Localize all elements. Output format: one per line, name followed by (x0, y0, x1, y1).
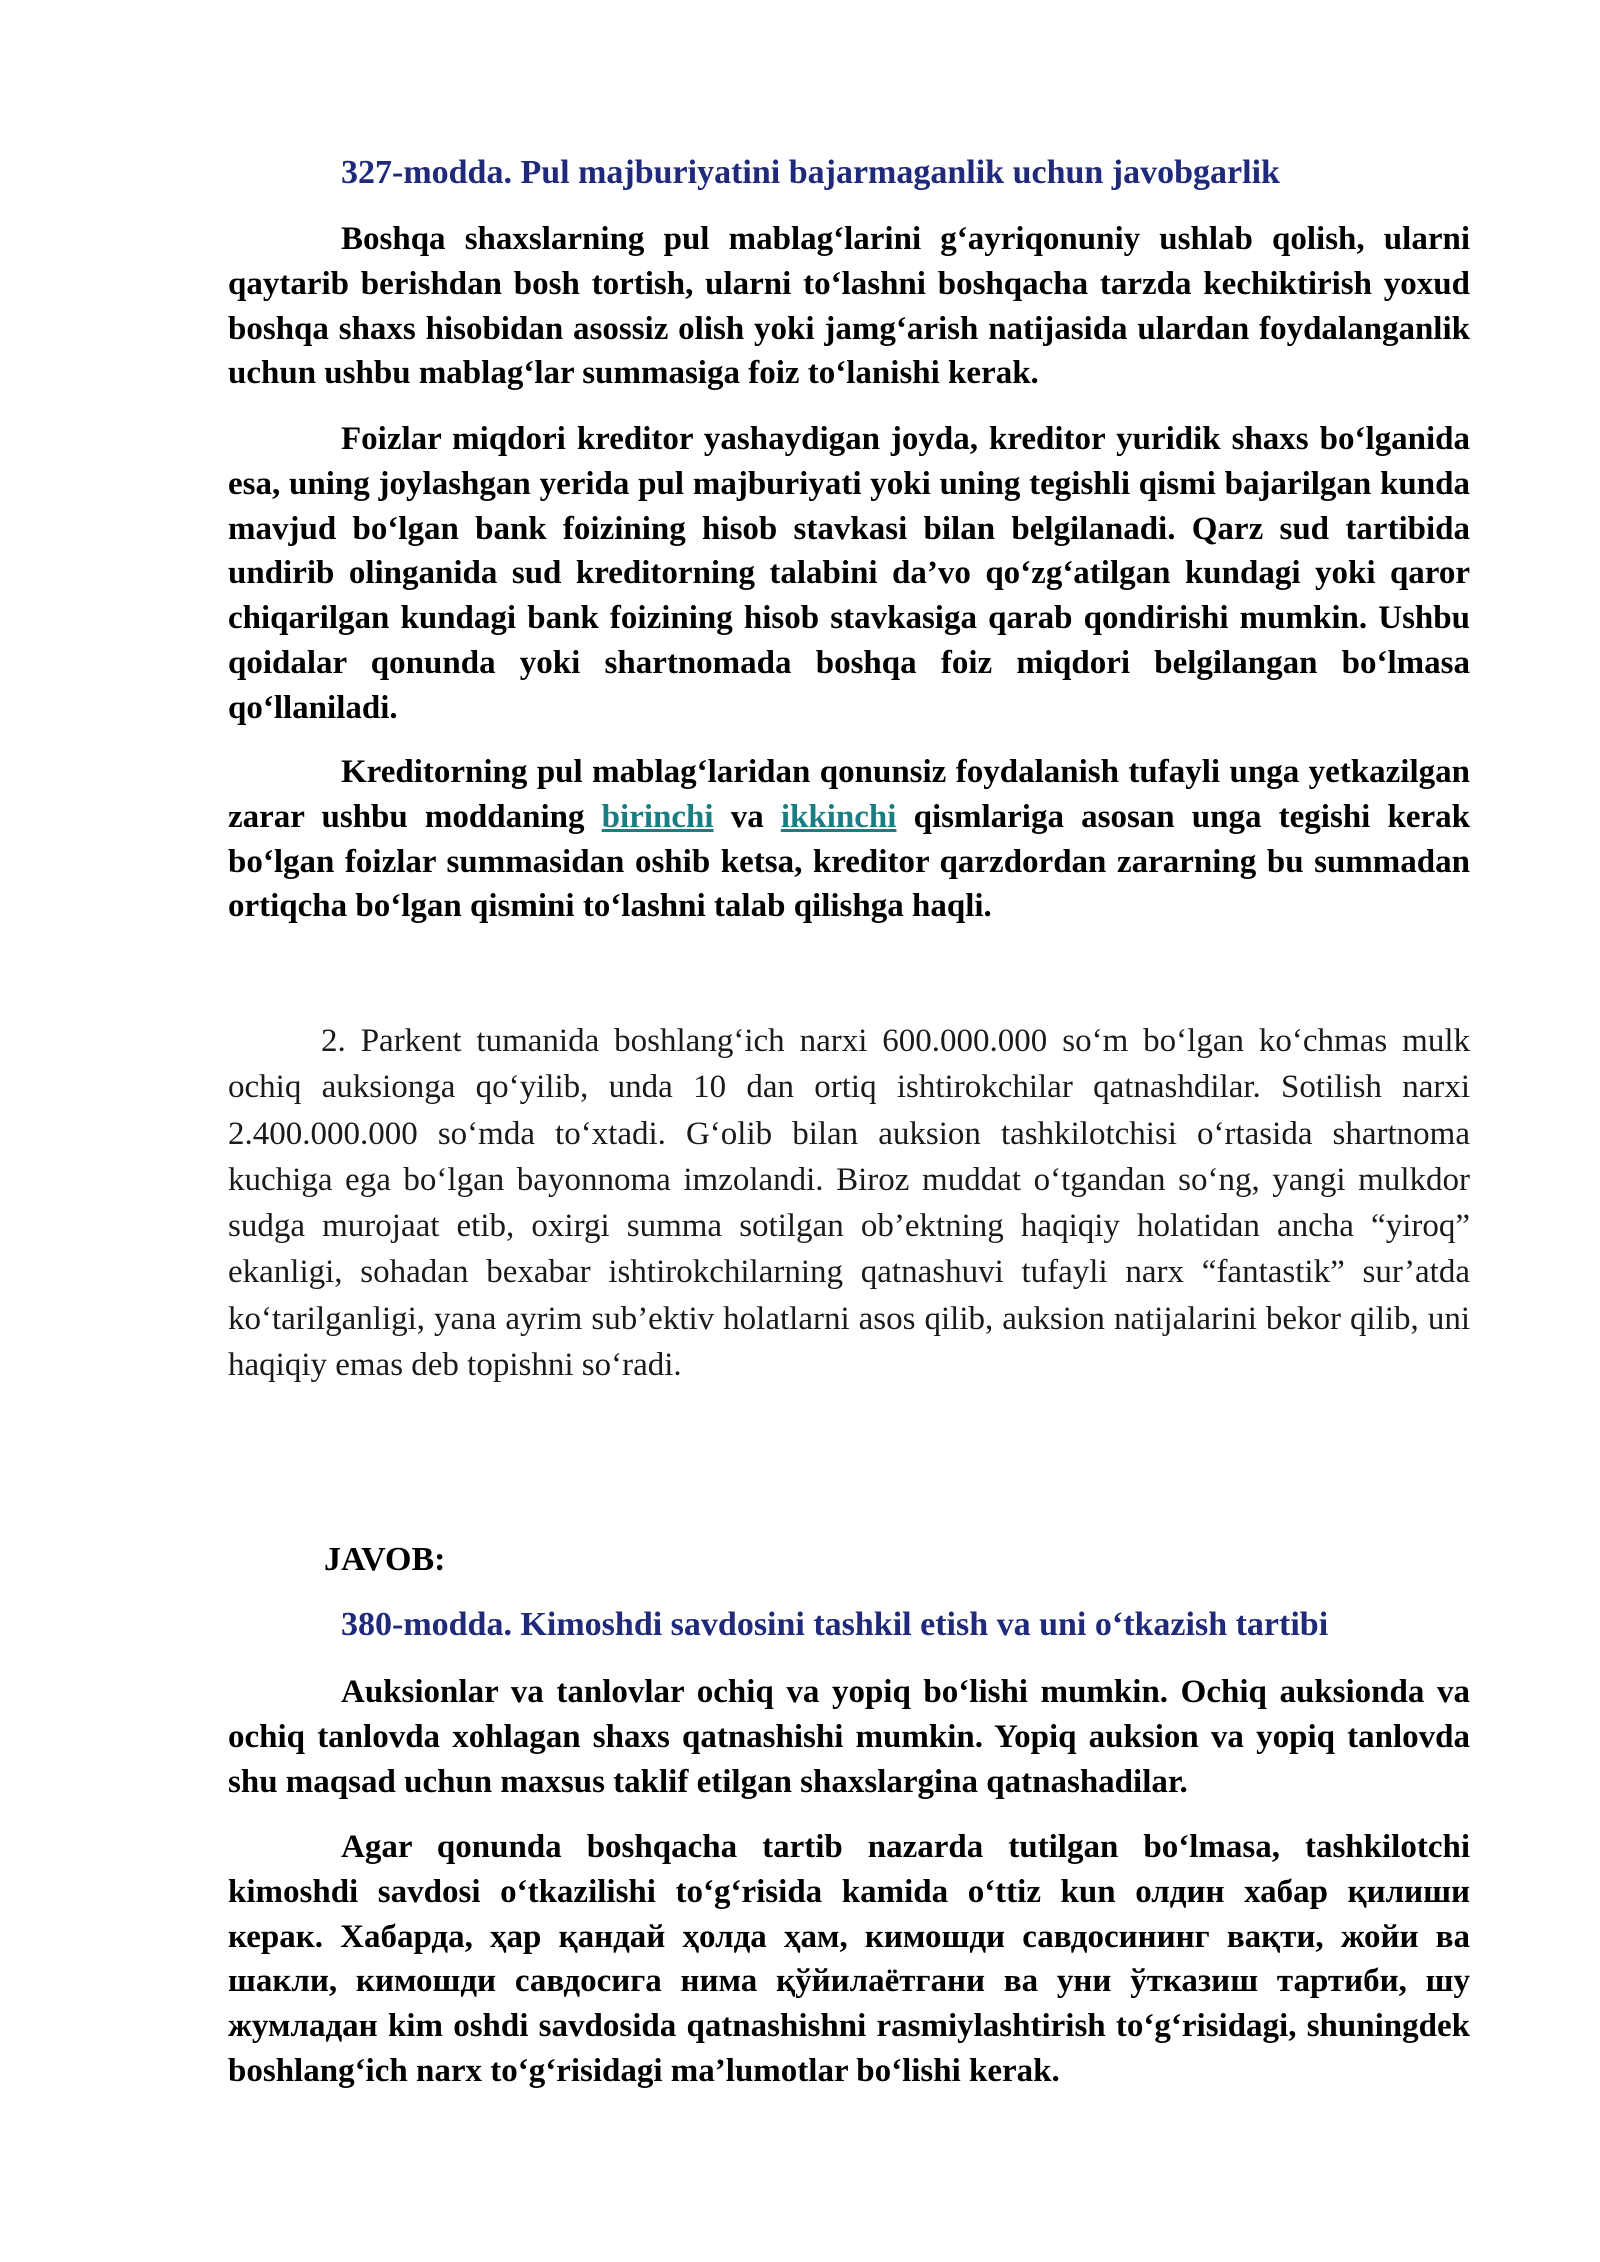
task-text: 2. Parkent tumanida boshlang‘ich narxi 600.000.000 so‘m bo‘lgan ko‘chmas mulk ochiq auksionga qo‘yilib, unda 10 dan ortiq ishtirokchilar qatnashdilar. Sotilish narxi 2.400.000.000 so‘mda to‘xtadi. G‘olib bilan auksion tashkilotchisi o‘rtasida shartnoma kuchiga ega bo‘lgan bayonnoma imzolandi. Biroz muddat o‘tgandan so‘ng, yangi mulkdor sudga murojaat etib, oxirgi summa sotilgan ob’ektning haqiqiy holatidan ancha “yiroq” ekanligi, sohadan bexabar ishtirokchilarning qatnashuvi tufayli narx “fantastik” sur’atda ko‘tarilganligi, yana ayrim sub’ektiv holatlarni asos qilib, auksion natijalarini bekor qilib, uni haqiqiy emas deb topishni so‘radi. (228, 1023, 1470, 1384)
answer-label: JAVOB: (324, 1541, 446, 1578)
article-327-heading: 327-modda. Pul majburiyatini bajarmaganlik uchun javobgarlik (341, 154, 1280, 191)
article-327-paragraph-2: Foizlar miqdori kreditor yashaydigan joyda, kreditor yuridik shaxs bo‘lganida esa, uning joylashgan yerida pul majburiyati yoki uning tegishli qismi bajarilgan kunda mavjud bo‘lgan bank foizining hisob stavkasi bilan belgilanadi. Qarz sud tartibida undirib olinganida sud kreditorning talabini da’vo qo‘zg‘atilgan kundagi yoki qaror chiqarilgan kundagi bank foizining hisob stavkasiga qarab qondirishi mumkin. Ushbu qoidalar qonunda yoki shartnomada boshqa foiz miqdori belgilangan bo‘lmasa qo‘llaniladi. (228, 421, 1470, 726)
paragraph-3-text-mid: va (713, 798, 781, 835)
article-380-paragraph-2: Agar qonunda boshqacha tartib nazarda tutilgan bo‘lmasa, tashkilotchi kimoshdi savdosi o‘tkazilishi to‘g‘risida kamida o‘ttiz kun олдин хабар қилиши керак. Хабарда, ҳар қандай ҳолда ҳам, кимошди савдосининг вақти, жойи ва шакли, кимошди савдосига нима қўйилаётгани ва уни ўтказиш тартиби, шу жумладан kim oshdi savdosida qatnashishni rasmiylashtirish to‘g‘risidagi, shuningdek boshlang‘ich narx to‘g‘risidagi ma’lumotlar bo‘lishi kerak. (228, 1829, 1470, 2089)
article-327-paragraph-3 (228, 750, 1470, 929)
paragraph-3-text-end: qismlariga asosan unga tegishi kerak bo‘lgan foizlar summasidan oshib ketsa, kreditor qarzdordan zararning bu summadan ortiqcha bo‘lgan qismini to‘lashni talab qilishga haqli. (228, 798, 1471, 925)
article-380-paragraph-1: Auksionlar va tanlovlar ochiq va yopiq bo‘lishi mumkin. Ochiq auksionda va ochiq tanlovda xohlagan shaxs qatnashishi mumkin. Yopiq auksion va yopiq tanlovda shu maqsad uchun maxsus taklif etilgan shaxslargina qatnashadilar. (228, 1674, 1470, 1800)
article-380-heading: 380-modda. Kimoshdi savdosini tashkil etish va uni o‘tkazish tartibi (341, 1606, 1329, 1643)
link-ikkinchi[interactable]: ikkinchi (780, 798, 897, 835)
paragraph-3-text-start: Kreditorning pul mablag‘laridan qonunsiz foydalanish tufayli unga yetkazilgan zarar ushbu moddaning (228, 754, 1470, 835)
link-birinchi[interactable]: birinchi (601, 798, 714, 835)
article-327-paragraph-1: Boshqa shaxslarning pul mablag‘larini g‘ayriqonuniy ushlab qolish, ularni qaytarib berishdan bosh tortish, ularni to‘lashni boshqacha tarzda kechiktirish yoxud boshqa shaxs hisobidan asossiz olish yoki jamg‘arish natijasida ulardan foydalanganlik uchun ushbu mablag‘lar summasiga foiz to‘lanishi kerak. (228, 221, 1470, 392)
